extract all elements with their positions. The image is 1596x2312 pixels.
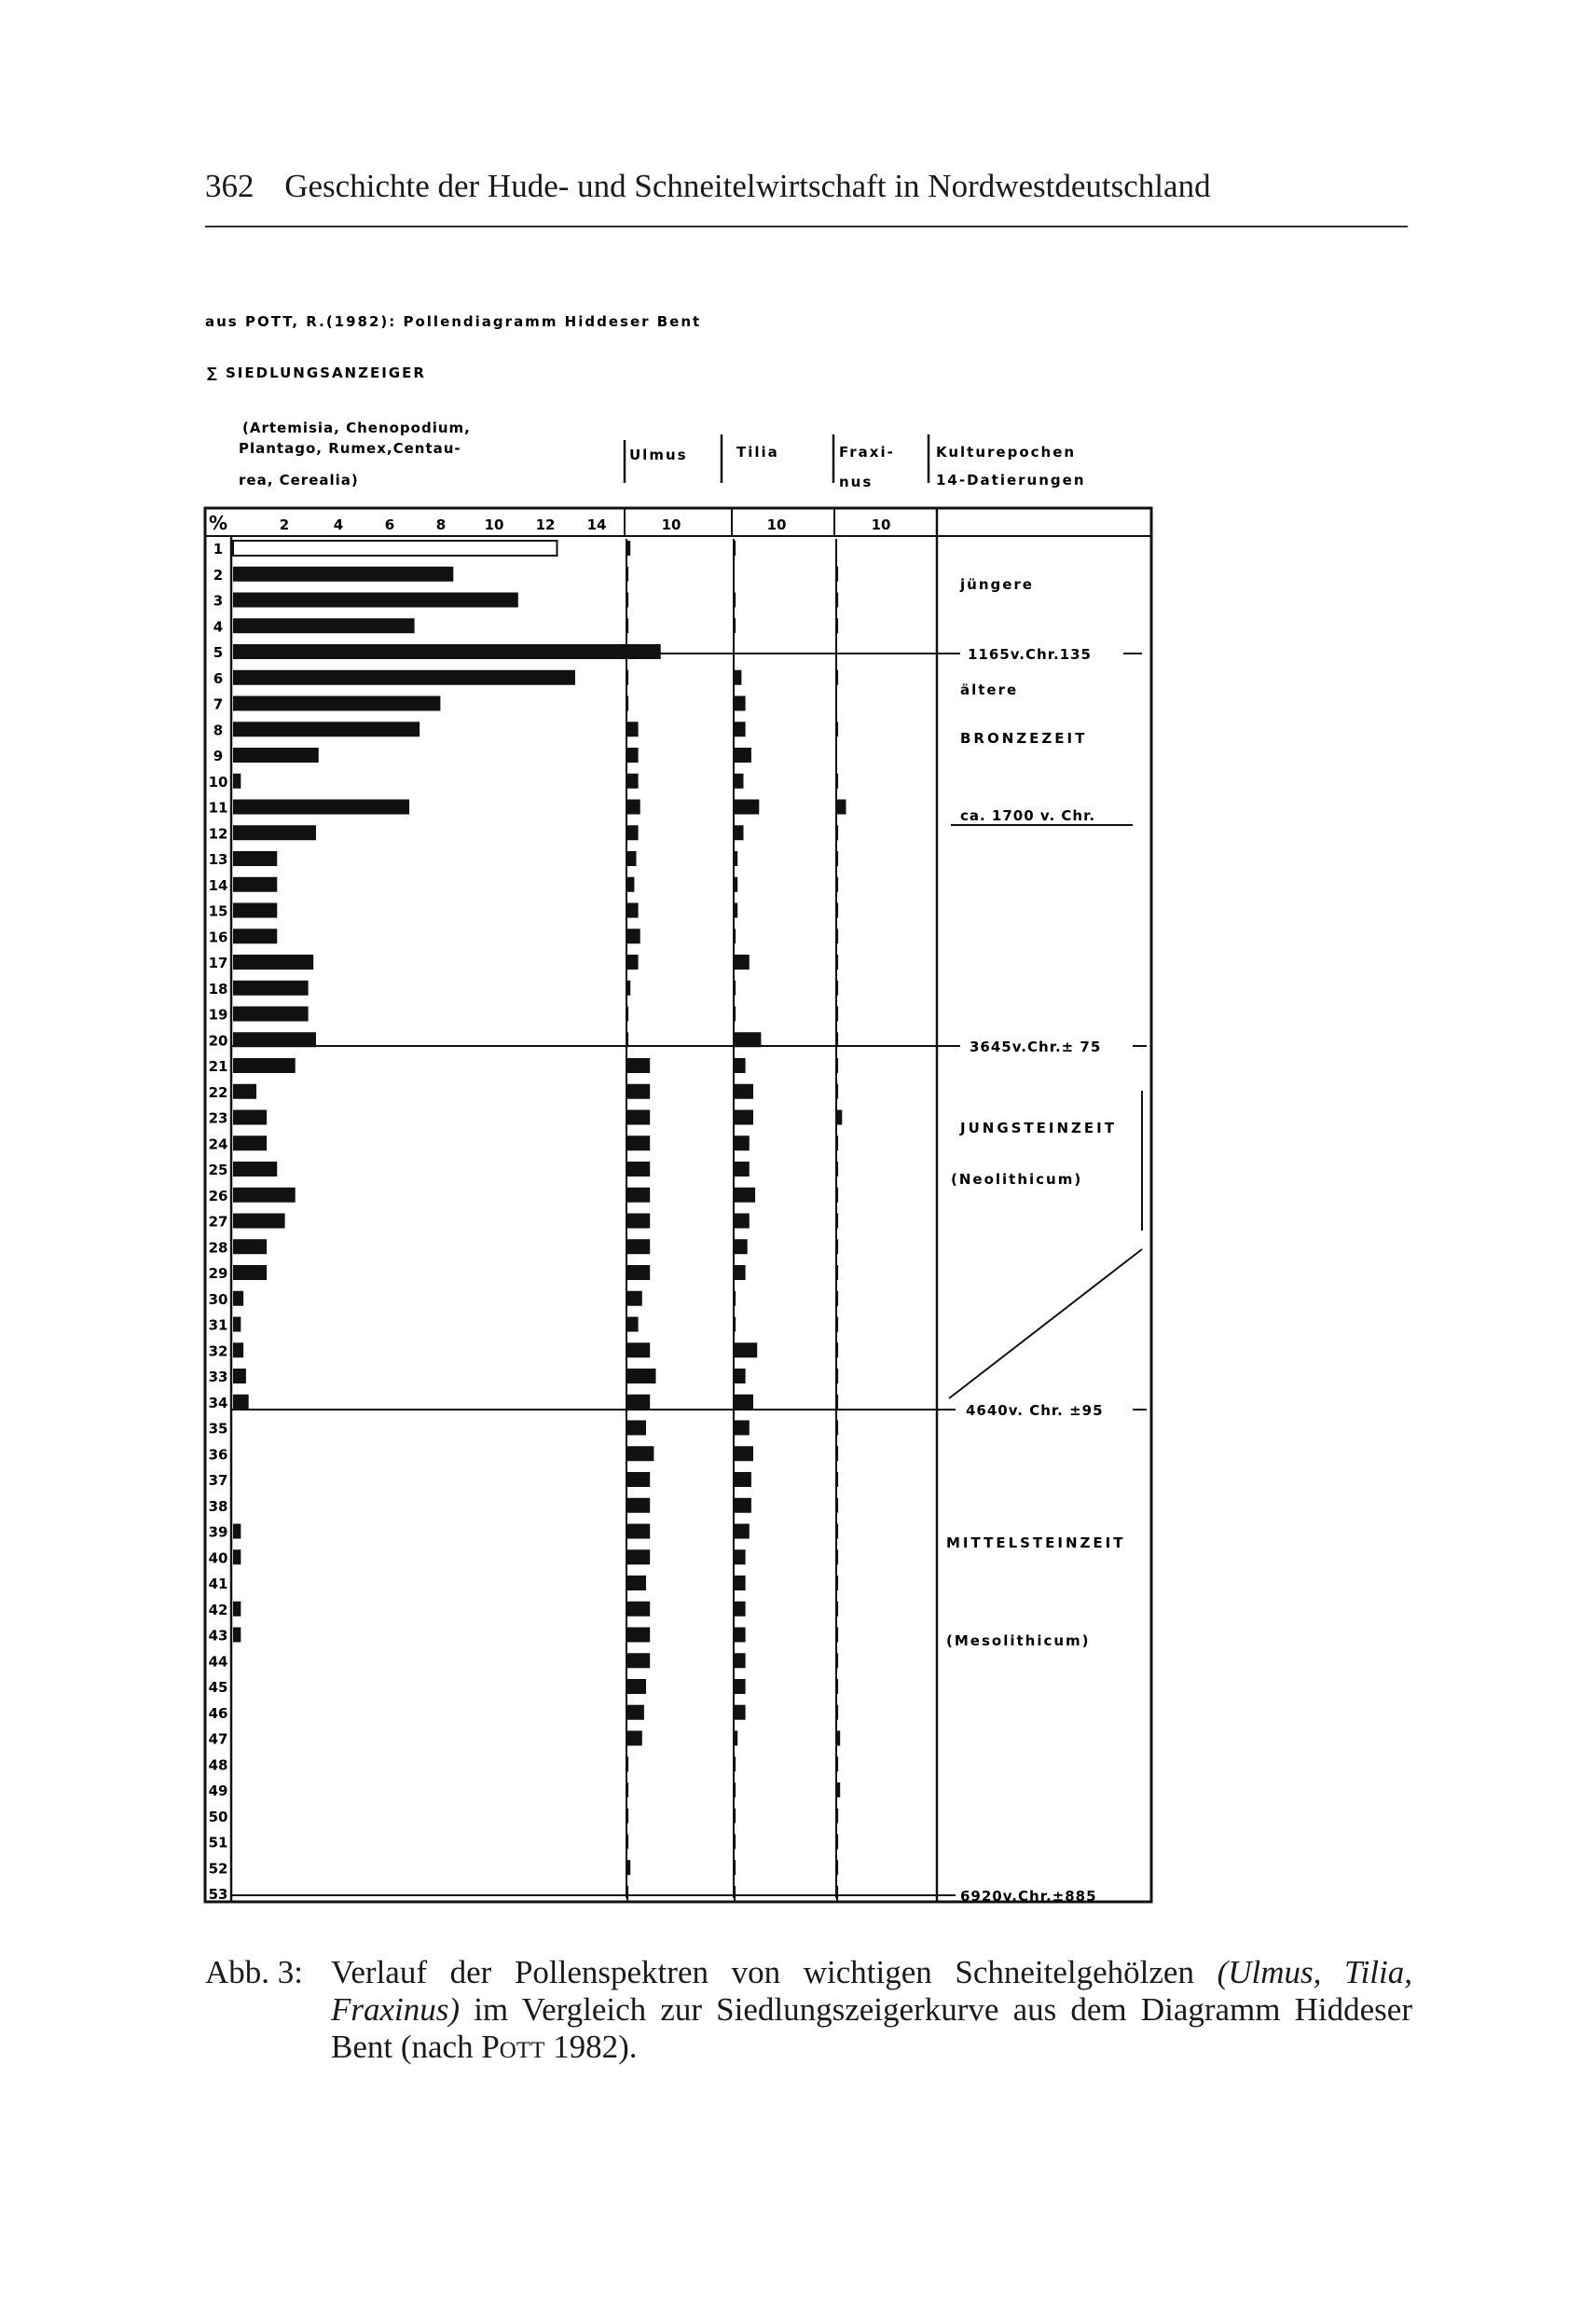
- sample-number: 33: [208, 1369, 228, 1385]
- bar-ulmus: [626, 1135, 650, 1150]
- epoch-aeltere: ältere: [960, 681, 1019, 698]
- bar-ulmus: [626, 541, 630, 556]
- bar-ulmus: [626, 1860, 630, 1875]
- bar-ulmus: [626, 1395, 650, 1410]
- sample-number: 30: [208, 1290, 228, 1308]
- scale-tick-label: 8: [435, 516, 447, 533]
- sample-number: 8: [213, 722, 224, 739]
- bar-siedlungsanzeiger: [233, 696, 440, 711]
- bar-siedlungsanzeiger: [233, 1602, 241, 1617]
- bar-fraxinus: [836, 825, 838, 840]
- bar-siedlungsanzeiger: [233, 1628, 241, 1643]
- bar-siedlungsanzeiger: [233, 825, 316, 840]
- bar-tilia: [734, 1058, 746, 1073]
- date-1: 1165v.Chr.135: [968, 646, 1092, 663]
- bar-tilia: [734, 1472, 751, 1487]
- epoch-mesolithicum: (Mesolithicum): [946, 1632, 1091, 1649]
- sample-number: 32: [208, 1342, 228, 1360]
- bar-siedlungsanzeiger: [233, 1032, 316, 1047]
- epoch-jungsteinzeit: JUNGSTEINZEIT: [960, 1120, 1117, 1136]
- bar-tilia: [734, 1549, 746, 1564]
- bar-tilia: [734, 618, 736, 633]
- bar-ulmus: [626, 1576, 646, 1590]
- bar-ulmus: [626, 1084, 650, 1099]
- bar-tilia: [734, 1317, 736, 1332]
- sample-number: 27: [208, 1213, 228, 1231]
- bar-tilia: [734, 1395, 753, 1410]
- scale-tick-label: 12: [535, 516, 556, 533]
- sample-number: 22: [208, 1083, 228, 1101]
- bar-siedlungsanzeiger: [233, 981, 309, 996]
- bar-tilia: [734, 1679, 746, 1694]
- bar-fraxinus: [836, 1731, 840, 1746]
- bar-fraxinus: [836, 670, 838, 685]
- bar-ulmus: [626, 1007, 628, 1022]
- sample-number: 23: [208, 1109, 228, 1127]
- bar-ulmus: [626, 1239, 650, 1254]
- bar-ulmus: [626, 774, 639, 789]
- bar-tilia: [734, 1135, 750, 1150]
- bar-ulmus: [626, 748, 639, 763]
- col-label-fraxinus-2: nus: [839, 474, 874, 490]
- sample-number: 12: [208, 825, 228, 843]
- bar-fraxinus: [836, 1395, 838, 1410]
- col-label-tilia: Tilia: [736, 444, 779, 461]
- bar-ulmus: [626, 1342, 650, 1357]
- sample-number: 42: [208, 1601, 228, 1618]
- sample-number: 26: [208, 1187, 228, 1204]
- bar-tilia: [734, 1188, 755, 1203]
- bar-ulmus: [626, 1032, 628, 1047]
- bar-tilia: [734, 1032, 761, 1047]
- bar-siedlungsanzeiger: [233, 1084, 256, 1099]
- bar-fraxinus: [836, 1032, 838, 1047]
- bar-ulmus: [626, 1886, 628, 1901]
- bar-ulmus: [626, 1628, 650, 1643]
- bar-ulmus: [626, 1731, 642, 1746]
- date-2: 3645v.Chr.± 75: [970, 1039, 1102, 1055]
- bar-fraxinus: [836, 567, 838, 582]
- bar-ulmus: [626, 1188, 650, 1203]
- bar-ulmus: [626, 593, 628, 608]
- bar-tilia: [734, 1576, 746, 1590]
- bar-siedlungsanzeiger: [233, 1524, 241, 1539]
- sample-number: 46: [208, 1704, 228, 1722]
- bar-tilia: [734, 748, 751, 763]
- bar-ulmus: [626, 1472, 650, 1487]
- bar-siedlungsanzeiger: [233, 748, 319, 763]
- scale-tick-label: 14: [586, 516, 607, 533]
- bar-tilia: [734, 851, 737, 866]
- bar-tilia: [734, 1239, 748, 1254]
- sample-number: 21: [208, 1058, 228, 1075]
- bar-ulmus: [626, 1549, 650, 1564]
- sample-number: 38: [208, 1497, 228, 1515]
- bar-siedlungsanzeiger: [233, 1058, 296, 1073]
- bar-tilia: [734, 541, 736, 556]
- bar-siedlungsanzeiger: [233, 1162, 277, 1177]
- date-4: 6920v.Chr.±885: [960, 1888, 1097, 1905]
- bar-tilia: [734, 1421, 750, 1436]
- bar-tilia: [734, 1835, 736, 1850]
- bar-fraxinus: [836, 1809, 838, 1823]
- bar-tilia: [734, 981, 736, 996]
- sample-number: 48: [208, 1756, 228, 1774]
- bar-tilia: [734, 722, 746, 736]
- bar-ulmus: [626, 722, 639, 736]
- col-label-fraxinus-1: Fraxi-: [839, 444, 895, 461]
- bar-siedlungsanzeiger: [233, 1291, 243, 1306]
- bar-siedlungsanzeiger: [233, 1110, 267, 1125]
- bar-ulmus: [626, 1265, 650, 1280]
- bar-fraxinus: [836, 800, 846, 815]
- bar-ulmus: [626, 1162, 650, 1177]
- bar-siedlungsanzeiger: [233, 1317, 241, 1332]
- bar-tilia: [734, 955, 750, 970]
- bar-siedlungsanzeiger: [233, 1214, 285, 1229]
- sample-number: 25: [208, 1162, 228, 1178]
- bar-fraxinus: [836, 1886, 838, 1901]
- group-taxa-line-2: Plantago, Rumex,Centau-: [239, 440, 461, 457]
- bar-siedlungsanzeiger: [233, 1135, 267, 1150]
- bar-ulmus: [626, 618, 628, 633]
- sample-number: 14: [208, 876, 228, 894]
- running-title: Geschichte der Hude- und Schneitelwirtschaft in Nordwestdeutschland: [284, 168, 1211, 204]
- bar-ulmus: [626, 1317, 639, 1332]
- bar-fraxinus: [836, 1110, 842, 1125]
- sample-number: 1: [213, 541, 224, 557]
- sample-number: 16: [208, 929, 228, 946]
- bar-fraxinus: [836, 722, 838, 736]
- bar-tilia: [734, 1369, 746, 1383]
- bar-tilia: [734, 1084, 753, 1099]
- bar-fraxinus: [836, 1421, 838, 1436]
- sample-number: 39: [208, 1523, 228, 1541]
- figure-caption: [205, 1954, 1412, 2066]
- bar-ulmus: [626, 800, 640, 815]
- bar-siedlungsanzeiger: [233, 670, 575, 685]
- bar-fraxinus: [836, 1835, 838, 1850]
- bar-fraxinus: [836, 774, 838, 789]
- bar-tilia: [734, 593, 736, 608]
- sample-number: 18: [208, 980, 228, 998]
- bar-fraxinus: [836, 1524, 838, 1539]
- bar-tilia: [734, 1342, 757, 1357]
- sample-number: 28: [208, 1239, 228, 1257]
- bar-tilia: [734, 1653, 746, 1668]
- bar-siedlungsanzeiger: [233, 851, 277, 866]
- bar-siedlungsanzeiger: [233, 567, 453, 582]
- bar-fraxinus: [836, 1007, 838, 1022]
- bar-fraxinus: [836, 1084, 838, 1099]
- sample-number: 7: [213, 695, 224, 713]
- sample-number: 35: [208, 1420, 228, 1438]
- bar-tilia: [734, 1498, 751, 1513]
- sample-number: 6: [213, 669, 224, 687]
- bars: [233, 539, 846, 1901]
- bar-ulmus: [626, 1498, 650, 1513]
- bar-ulmus: [626, 1421, 646, 1436]
- bar-tilia: [734, 1886, 736, 1901]
- bar-tilia: [734, 1446, 753, 1461]
- caption-taxa: (Ulmus, Tilia, Fraxinus): [331, 1954, 1413, 2028]
- bar-fraxinus: [836, 955, 838, 970]
- sample-number: 24: [208, 1135, 228, 1153]
- percent-label: %: [209, 512, 228, 534]
- sample-number: 31: [208, 1316, 228, 1334]
- bar-siedlungsanzeiger: [233, 903, 277, 918]
- bar-fraxinus: [836, 593, 838, 608]
- sample-number: 15: [208, 902, 228, 920]
- scale-siedlungsanzeiger: [280, 516, 607, 533]
- bar-fraxinus: [836, 1576, 838, 1590]
- bar-tilia: [734, 696, 746, 711]
- bar-tilia: [734, 1628, 746, 1643]
- bar-fraxinus: [836, 1265, 838, 1280]
- bar-fraxinus: [836, 1446, 838, 1461]
- sample-number: 52: [208, 1860, 228, 1878]
- scale-tick-label: 10: [484, 516, 504, 533]
- bar-tilia: [734, 1110, 753, 1125]
- scale-ulmus-10: 10: [661, 516, 681, 533]
- diagram-frame: [205, 508, 1151, 1902]
- bar-fraxinus: [836, 1342, 838, 1357]
- bar-siedlungsanzeiger: [233, 877, 277, 892]
- bar-fraxinus: [836, 618, 838, 633]
- bar-siedlungsanzeiger: [233, 593, 518, 608]
- sample-number: 49: [208, 1782, 228, 1799]
- bar-ulmus: [626, 1602, 650, 1617]
- epoch-bronzezeit: BRONZEZEIT: [960, 730, 1088, 747]
- sample-number: 44: [208, 1653, 228, 1671]
- bar-ulmus: [626, 1291, 642, 1306]
- bar-siedlungsanzeiger: [233, 1188, 296, 1203]
- bar-siedlungsanzeiger: [233, 618, 415, 633]
- bar-ulmus: [626, 670, 628, 685]
- epoch-neolithicum: (Neolithicum): [951, 1171, 1083, 1188]
- bar-siedlungsanzeiger: [233, 644, 661, 659]
- sample-number: 51: [208, 1834, 228, 1851]
- sample-number: 17: [208, 955, 228, 971]
- bar-ulmus: [626, 929, 640, 943]
- bar-tilia: [734, 1782, 736, 1797]
- bar-fraxinus: [836, 1628, 838, 1643]
- bar-fraxinus: [836, 1782, 840, 1797]
- bar-tilia: [734, 1291, 736, 1306]
- bar-tilia: [734, 1162, 750, 1177]
- col-label-kultur-2: 14-Datierungen: [936, 472, 1086, 489]
- bar-ulmus: [626, 1446, 654, 1461]
- caption-text-3: 1982).: [544, 2029, 638, 2065]
- sample-number: 43: [208, 1627, 228, 1645]
- bar-fraxinus: [836, 1705, 838, 1720]
- bar-fraxinus: [836, 1756, 838, 1771]
- sample-number: 37: [208, 1472, 228, 1489]
- bar-siedlungsanzeiger: [233, 722, 420, 736]
- epoch-juengere: jüngere: [960, 576, 1034, 593]
- bar-tilia: [734, 1705, 746, 1720]
- scale-tick-label: 4: [333, 516, 344, 533]
- bar-tilia: [734, 929, 736, 943]
- caption-text-1: Verlauf der Pollenspektren von wichtigen Schneitelgehölzen: [331, 1954, 1218, 1990]
- bar-ulmus: [626, 567, 628, 582]
- sample-number: 40: [208, 1549, 228, 1567]
- bar-fraxinus: [836, 1498, 838, 1513]
- sample-number: 29: [208, 1265, 228, 1282]
- bar-tilia: [734, 774, 744, 789]
- bar-ulmus: [626, 851, 637, 866]
- scale-tilia-10: 10: [766, 516, 787, 533]
- zone-boundaries: [231, 654, 1147, 1895]
- bar-ulmus: [626, 1782, 628, 1797]
- sample-number: 11: [208, 799, 228, 817]
- bar-ulmus: [626, 1058, 650, 1073]
- source-line: aus POTT, R.(1982): Pollendiagramm Hiddeser Bent: [205, 313, 702, 330]
- col-label-kultur-1: Kulturepochen: [936, 444, 1077, 461]
- bar-tilia: [734, 800, 759, 815]
- bar-siedlungsanzeiger: [233, 1342, 243, 1357]
- sample-number: 3: [213, 592, 224, 610]
- bar-ulmus: [626, 696, 628, 711]
- bar-fraxinus: [836, 1058, 838, 1073]
- sample-number: 41: [208, 1576, 228, 1592]
- bar-ulmus: [626, 1653, 650, 1668]
- bar-tilia: [734, 1602, 746, 1617]
- bar-tilia: [734, 1214, 750, 1229]
- bar-tilia: [734, 1007, 736, 1022]
- bar-fraxinus: [836, 1549, 838, 1564]
- sample-number: 34: [208, 1394, 228, 1411]
- scale-tick-label: 2: [279, 516, 290, 533]
- bar-fraxinus: [836, 1188, 838, 1203]
- bar-fraxinus: [836, 1317, 838, 1332]
- bar-tilia: [734, 877, 737, 892]
- bar-ulmus: [626, 1809, 628, 1823]
- date-1700: ca. 1700 v. Chr.: [960, 807, 1096, 824]
- bar-fraxinus: [836, 1291, 838, 1306]
- bar-fraxinus: [836, 1214, 838, 1229]
- bar-fraxinus: [836, 981, 838, 996]
- sample-number: 4: [213, 618, 224, 636]
- bar-ulmus: [626, 825, 639, 840]
- bar-tilia: [734, 825, 744, 840]
- page-number: 362: [205, 168, 255, 204]
- sample-number: 5: [213, 644, 224, 661]
- bar-fraxinus: [836, 1602, 838, 1617]
- bar-siedlungsanzeiger: [233, 955, 313, 970]
- bar-ulmus: [626, 1214, 650, 1229]
- bar-siedlungsanzeiger: [233, 1549, 241, 1564]
- sample-number: 20: [208, 1032, 228, 1050]
- scale-fraxinus-10: 10: [871, 516, 891, 533]
- group-taxa-line-3: rea, Cerealia): [239, 472, 359, 489]
- bar-siedlungsanzeiger: [233, 1239, 267, 1254]
- group-title: ∑ SIEDLUNGSANZEIGER: [207, 365, 426, 381]
- bar-siedlungsanzeiger: [233, 1265, 267, 1280]
- sample-labels: [209, 541, 228, 1903]
- epoch-column: [946, 576, 1125, 1905]
- bar-ulmus: [626, 955, 639, 970]
- bar-tilia: [734, 1809, 736, 1823]
- sample-number: 47: [208, 1730, 228, 1748]
- bar-siedlungsanzeiger: [233, 774, 241, 789]
- scale-tick-label: 6: [384, 516, 395, 533]
- date-3: 4640v. Chr. ±95: [966, 1402, 1104, 1419]
- bar-ulmus: [626, 877, 634, 892]
- caption-text-2: im Vergleich zur Siedlungszeigerkurve aus dem Diagramm Hiddeser Bent (nach: [331, 1991, 1412, 2065]
- sample-number: 19: [208, 1006, 228, 1024]
- group-taxa-line-1: (Artemisia, Chenopodium,: [242, 420, 471, 436]
- bar-ulmus: [626, 1835, 628, 1850]
- bar-tilia: [734, 903, 737, 918]
- sample-number: 10: [208, 773, 228, 791]
- bar-fraxinus: [836, 1135, 838, 1150]
- caption-label: Abb. 3:: [205, 1954, 303, 1990]
- bar-fraxinus: [836, 1369, 838, 1383]
- bar-fraxinus: [836, 1860, 838, 1875]
- sample-number: 50: [208, 1808, 228, 1825]
- bar-siedlungsanzeiger: [233, 1369, 246, 1383]
- bar-siedlungsanzeiger: [233, 800, 409, 815]
- epoch-mittelsteinzeit: MITTELSTEINZEIT: [946, 1534, 1126, 1551]
- bar-tilia: [734, 1524, 750, 1539]
- bar-fraxinus: [836, 929, 838, 943]
- bar-ulmus: [626, 1679, 646, 1694]
- bar-siedlungsanzeiger: [233, 929, 277, 943]
- bar-ulmus: [626, 981, 630, 996]
- caption-author: Pott: [481, 2029, 545, 2065]
- bar-siedlungsanzeiger: [233, 1395, 249, 1410]
- bar-fraxinus: [836, 903, 838, 918]
- bar-siedlungsanzeiger: [233, 1007, 309, 1022]
- bar-fraxinus: [836, 877, 838, 892]
- bar-fraxinus: [836, 1162, 838, 1177]
- bar-fraxinus: [836, 851, 838, 866]
- caption-body: [331, 1954, 1412, 2066]
- sample-number: 36: [208, 1446, 228, 1464]
- sample-number: 53: [208, 1886, 228, 1903]
- bar-tilia: [734, 1265, 746, 1280]
- bar-fraxinus: [836, 1653, 838, 1668]
- bar-ulmus: [626, 1756, 628, 1771]
- bar-fraxinus: [836, 1239, 838, 1254]
- bar-tilia: [734, 1756, 736, 1771]
- bar-tilia: [734, 1860, 736, 1875]
- sample-number: 9: [213, 748, 224, 764]
- bar-ulmus: [626, 903, 639, 918]
- bar-siedlungsanzeiger: [233, 541, 557, 556]
- sample-number: 13: [208, 851, 228, 868]
- bar-tilia: [734, 1731, 737, 1746]
- bar-ulmus: [626, 1369, 656, 1383]
- bar-ulmus: [626, 1705, 644, 1720]
- sample-number: 2: [213, 566, 224, 584]
- bar-fraxinus: [836, 1472, 838, 1487]
- bar-ulmus: [626, 1524, 650, 1539]
- bar-fraxinus: [836, 1679, 838, 1694]
- bar-ulmus: [626, 1110, 650, 1125]
- sample-number: 45: [208, 1679, 228, 1696]
- col-label-ulmus: Ulmus: [629, 447, 688, 463]
- bar-tilia: [734, 670, 741, 685]
